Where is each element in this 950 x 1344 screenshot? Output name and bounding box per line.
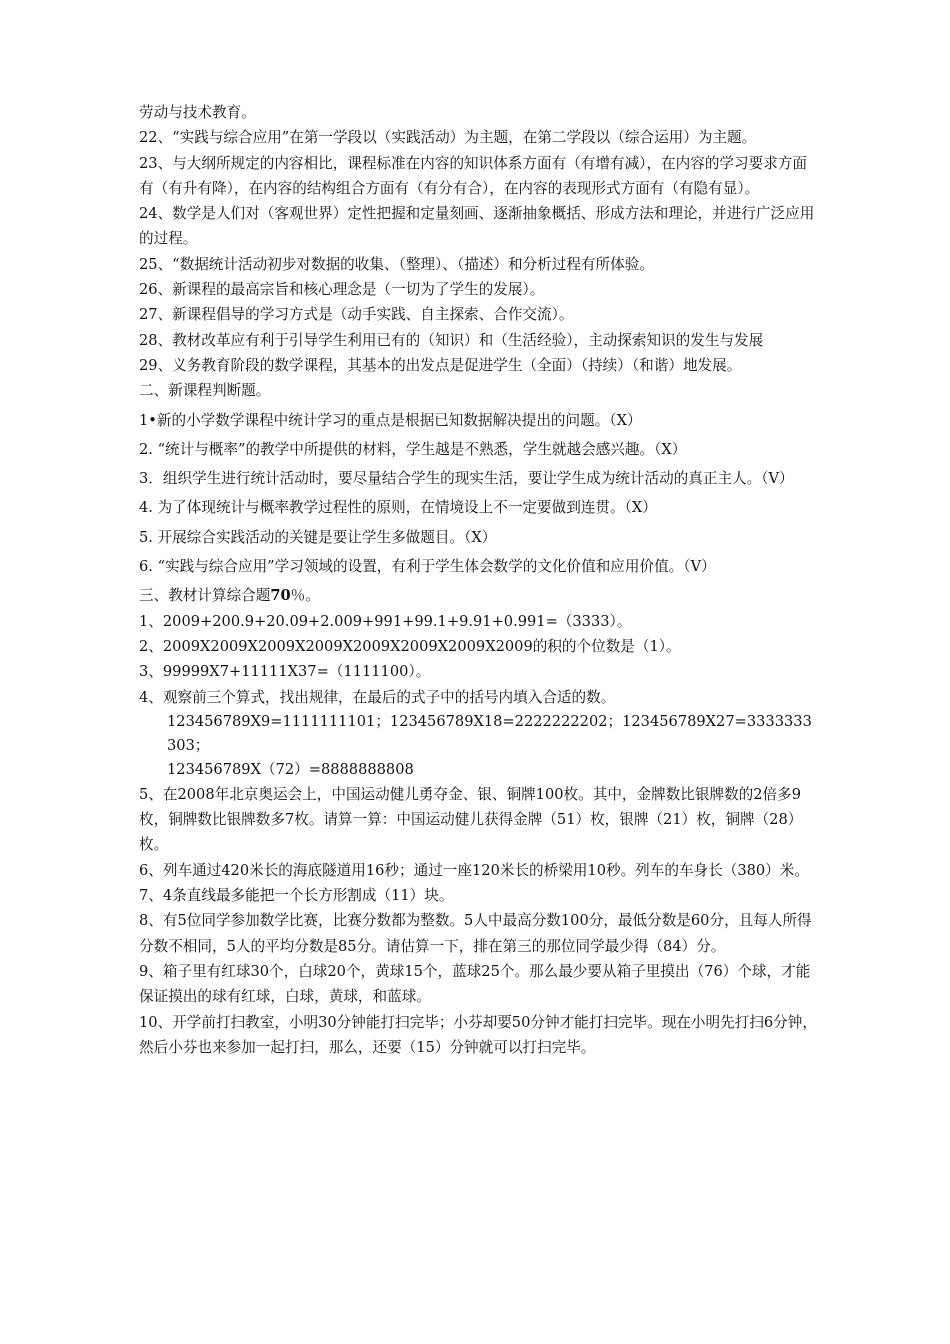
judge-item-2: 2. “统计与概率”的教学中所提供的材料，学生越是不熟悉，学生就越会感兴趣。（X） [139, 440, 687, 458]
document-page [139, 100, 819, 1060]
calc-item-10: 10、开学前打扫教室，小明30分钟能打扫完毕；小芬却要50分钟才能打扫完毕。现在小明先打扫6分钟，然后小芬也来参加一起打扫，那么，还要（15）分钟就可以打扫完毕。 [139, 1013, 817, 1056]
section-heading-3-bold: 70 [270, 587, 291, 605]
paragraph-q29: 29、义务教育阶段的数学课程，其基本的出发点是促进学生（全面）（持续）（和谐）地发展。 [139, 356, 742, 374]
section-heading-2: 二、新课程判断题。 [139, 382, 271, 400]
calc-item-5: 5、在2008年北京奥运会上，中国运动健儿勇夺金、银、铜牌100枚。其中，金牌数比银牌数的2倍多9枚，铜牌数比银牌数多7枚。请算一算：中国运动健儿获得金牌（51）枚，银牌（21）枚，铜牌（28）枚。 [139, 785, 803, 854]
calc-item-2: 2、2009X2009X2009X2009X2009X2009X2009X2009的积的个位数是（1）。 [139, 637, 681, 655]
formula-line-1: 123456789X9=1111111101；123456789X18=2222222202；123456789X27=3333333303； [167, 712, 812, 754]
calc-item-7: 7、4条直线最多能把一个长方形割成（11）块。 [139, 887, 454, 905]
calc-item-3: 3、99999X7+11111X37=（1111100）。 [139, 663, 431, 681]
section-heading-3-post: ％。 [290, 587, 320, 605]
paragraph-q22: 22、“实践与综合应用”在第一学段以（实践活动）为主题，在第二学段以（综合运用）为主题。 [139, 129, 757, 147]
paragraph-q25: 25、“数据统计活动初步对数据的收集、（整理）、（描述）和分析过程有所体验。 [139, 255, 654, 273]
judge-item-5: 5. 开展综合实践活动的关键是要让学生多做题目。（X） [139, 528, 497, 546]
judge-item-4: 4. 为了体现统计与概率教学过程性的原则，在情境设上不一定要做到连贯。（X） [139, 499, 657, 517]
paragraph-q24: 24、数学是人们对（客观世界）定性把握和定量刻画、逐渐抽象概括、形成方法和理论，并进行广泛应用的过程。 [139, 205, 815, 248]
calc-item-9: 9、箱子里有红球30个，白球20个，黄球15个，蓝球25个。那么最少要从箱子里摸出（76）个球，才能保证摸出的球有红球，白球，黄球，和蓝球。 [139, 962, 811, 1006]
calc-item-1: 1、2009+200.9+20.09+2.009+991+99.1+9.91+0.991=（3333）。 [139, 612, 632, 630]
paragraph-q23: 23、与大纲所规定的内容相比，课程标准在内容的知识体系方面有（有增有减），在内容的学习要求方面有（有升有降），在内容的结构组合方面有（有分有合），在内容的表现形式方面有（有隐有显）。 [139, 154, 807, 197]
section-heading-3-pre: 三、教材计算综合题 [139, 587, 271, 605]
paragraph-q28: 28、教材改革应有利于引导学生利用已有的（知识）和（生活经验），主动探索知识的发生与发展 [139, 331, 764, 349]
section-heading-3 [139, 583, 819, 608]
calc-item-8: 8、有5位同学参加数学比赛，比赛分数都为整数。5人中最高分数100分，最低分数是60分，且每人所得分数不相同，5人的平均分数是85分。请估算一下，排在第三的那位同学最少得（84）分。 [139, 912, 812, 955]
paragraph-q27: 27、新课程倡导的学习方式是（动手实践、自主探索、合作交流）。 [139, 306, 574, 324]
paragraph-line-0: 劳动与技术教育。 [139, 104, 256, 121]
formula-line-2: 123456789X（72）=8888888808 [167, 760, 414, 778]
paragraph-q26: 26、新课程的最高宗旨和核心理念是（一切为了学生的发展）。 [139, 281, 545, 299]
calc-item-6: 6、列车通过420米长的海底隧道用16秒；通过一座120米长的桥梁用10秒。列车的车身长（380）米。 [139, 861, 809, 879]
judge-item-6: 6. “实践与综合应用”学习领域的设置，有利于学生体会数学的文化价值和应用价值。（V） [139, 558, 716, 576]
judge-item-3: 3．组织学生进行统计活动时，要尽量结合学生的现实生活，要让学生成为统计活动的真正主人。（V） [139, 470, 794, 488]
calc-item-4: 4、观察前三个算式，找出规律，在最后的式子中的括号内填入合适的数。 [139, 688, 616, 706]
judge-item-1: 1•新的小学数学课程中统计学习的重点是根据已知数据解决提出的问题。（X） [139, 411, 642, 429]
